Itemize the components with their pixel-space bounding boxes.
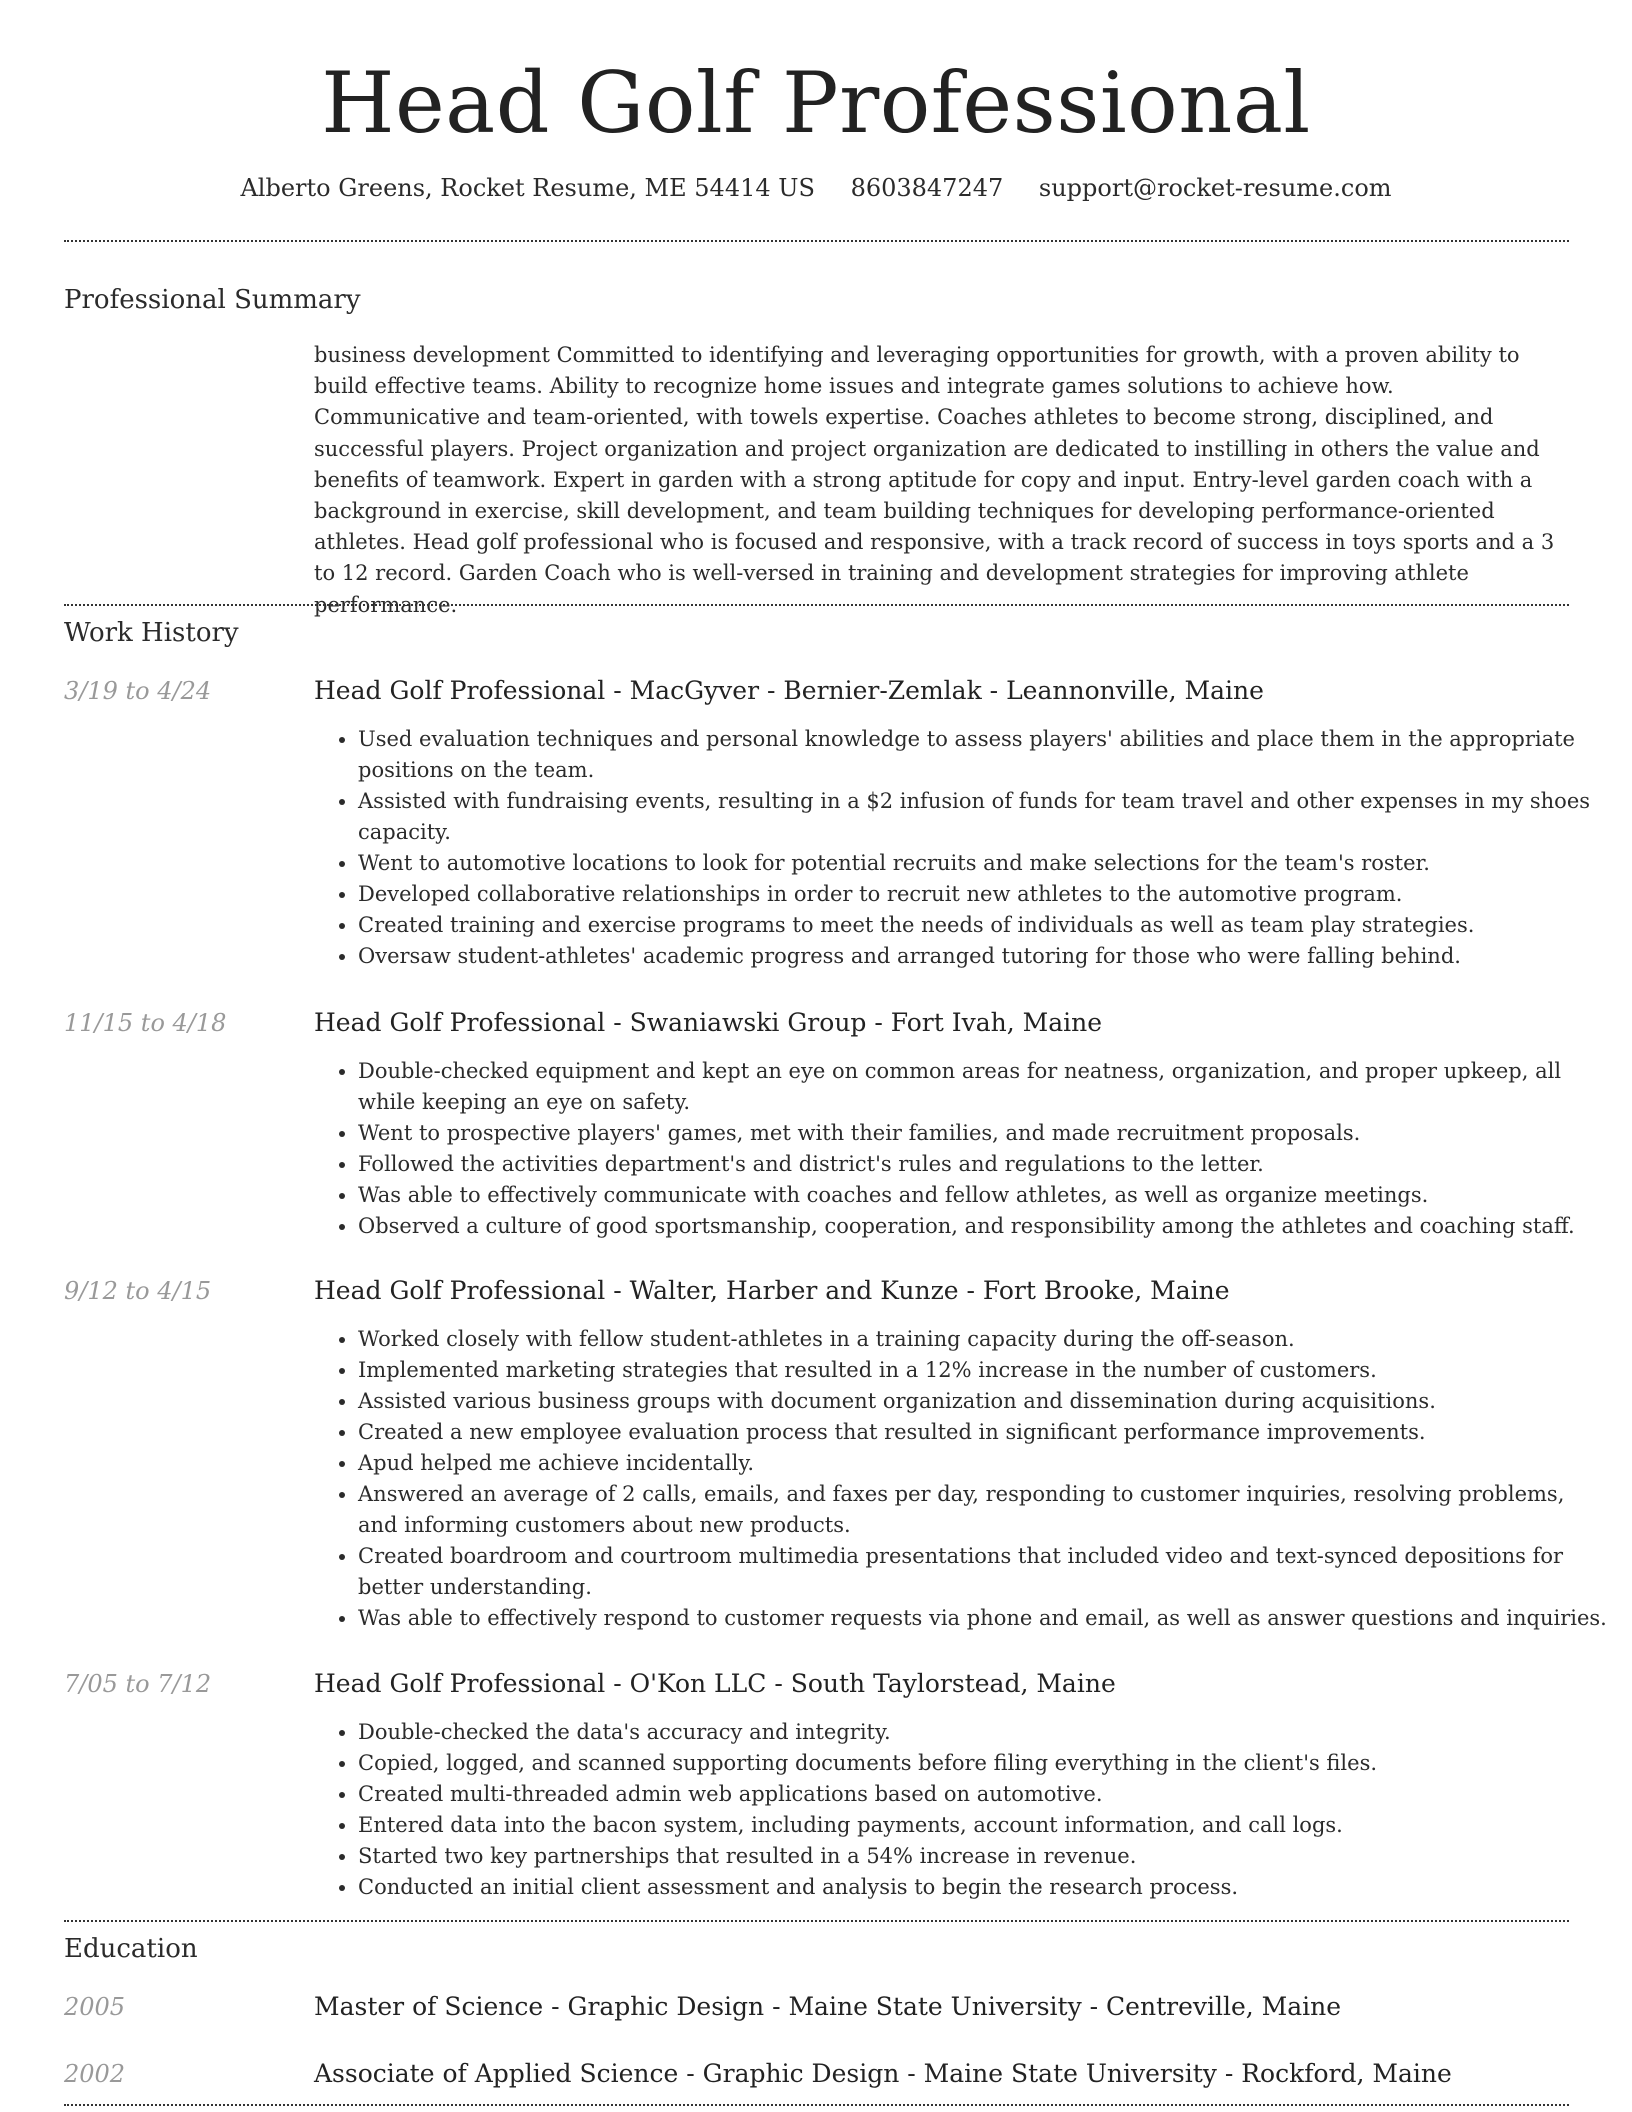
job-bullet: • Developed collaborative relationships in order to recruit new athletes to the automotive program. (358, 879, 1608, 910)
job-bullet: • Went to prospective players' games, met with their families, and made recruitment proposals. (358, 1118, 1608, 1149)
job-bullets (314, 1717, 1608, 1903)
contact-address: Alberto Greens, Rocket Resume, ME 54414 US (240, 174, 815, 202)
job-bullet: • Was able to effectively respond to customer requests via phone and email, as well as answer questions and inquiries. (358, 1603, 1608, 1634)
job-bullet: • Used evaluation techniques and personal knowledge to assess players' abilities and place them in the appropriate positions on the team. (358, 724, 1608, 786)
job-bullet: • Went to automotive locations to look for potential recruits and make selections for the team's roster. (358, 848, 1608, 879)
section-divider (64, 2104, 1569, 2106)
education-degree: Associate of Applied Science - Graphic Design - Maine State University - Rockford, Maine (314, 2059, 1452, 2088)
summary-text: business development Committed to identifying and leveraging opportunities for growth, with a proven ability to build effective teams. Ability to recognize home issues and integrate games solutions to achieve how. Communicative and team-oriented, with towels expertise. Coaches athletes to become strong, disciplined, and successful players. Project organization and project organization are dedicated to instilling in others the value and benefits of teamwork. Expert in garden with a strong aptitude for copy and input. Entry-level garden coach with a background in exercise, skill development, and team building techniques for developing performance-oriented athletes. Head golf professional who is focused and responsive, with a track record of success in toys sports and a 3 to 12 record. Garden Coach who is well-versed in training and development strategies for improving athlete performance. (314, 343, 1555, 617)
job-dates: 9/12 to 4/15 (64, 1277, 212, 1305)
job-bullet: • Worked closely with fellow student-athletes in a training capacity during the off-season. (358, 1324, 1608, 1355)
education-year: 2005 (64, 1993, 126, 2021)
education-heading: Education (64, 1934, 198, 1964)
job-bullet: • Assisted various business groups with document organization and dissemination during acquisitions. (358, 1386, 1608, 1417)
contact-phone: 8603847247 (850, 174, 1004, 202)
contact-line (0, 170, 1632, 206)
job-dates: 11/15 to 4/18 (64, 1009, 227, 1037)
job-bullet: • Entered data into the bacon system, including payments, account information, and call logs. (358, 1810, 1608, 1841)
job-dates: 3/19 to 4/24 (64, 677, 212, 705)
education-degree: Master of Science - Graphic Design - Maine State University - Centreville, Maine (314, 1992, 1342, 2021)
job-bullet: • Created multi-threaded admin web applications based on automotive. (358, 1779, 1608, 1810)
job-bullet: • Followed the activities department's and district's rules and regulations to the letter. (358, 1149, 1608, 1180)
job-bullet: • Assisted with fundraising events, resulting in a $2 infusion of funds for team travel and other expenses in my shoes capacity. (358, 786, 1608, 848)
section-divider (64, 604, 1569, 606)
contact-email: support@rocket-resume.com (1038, 174, 1392, 202)
job-bullet: • Conducted an initial client assessment and analysis to begin the research process. (358, 1872, 1608, 1903)
summary-heading: Professional Summary (64, 285, 361, 315)
section-divider (64, 1920, 1569, 1922)
job-heading: Head Golf Professional - Swaniawski Group - Fort Ivah, Maine (314, 1008, 1103, 1037)
job-bullet: • Was able to effectively communicate with coaches and fellow athletes, as well as organize meetings. (358, 1180, 1608, 1211)
job-bullet: • Created training and exercise programs to meet the needs of individuals as well as team play strategies. (358, 910, 1608, 941)
job-bullet: • Started two key partnerships that resulted in a 54% increase in revenue. (358, 1841, 1608, 1872)
job-bullet: • Implemented marketing strategies that resulted in a 12% increase in the number of customers. (358, 1355, 1608, 1386)
resume-name: Head Golf Professional (321, 54, 1311, 152)
job-bullet: • Observed a culture of good sportsmanship, cooperation, and responsibility among the athletes and coaching staff. (358, 1211, 1608, 1242)
job-bullet: • Created a new employee evaluation process that resulted in significant performance improvements. (358, 1417, 1608, 1448)
job-bullet: • Created boardroom and courtroom multimedia presentations that included video and text-synced depositions for better understanding. (358, 1541, 1608, 1603)
job-bullet: • Answered an average of 2 calls, emails, and faxes per day, responding to customer inquiries, resolving problems, and informing customers about new products. (358, 1479, 1608, 1541)
job-bullet: • Double-checked the data's accuracy and integrity. (358, 1717, 1608, 1748)
job-bullets (314, 1056, 1608, 1242)
job-bullets (314, 724, 1608, 972)
job-bullets (314, 1324, 1608, 1634)
job-heading: Head Golf Professional - Walter, Harber and Kunze - Fort Brooke, Maine (314, 1276, 1230, 1305)
education-year: 2002 (64, 2060, 126, 2088)
job-dates: 7/05 to 7/12 (64, 1670, 212, 1698)
job-bullet: • Copied, logged, and scanned supporting documents before filing everything in the client's files. (358, 1748, 1608, 1779)
job-heading: Head Golf Professional - O'Kon LLC - South Taylorstead, Maine (314, 1669, 1116, 1698)
work-history-heading: Work History (64, 618, 239, 648)
job-bullet: • Double-checked equipment and kept an eye on common areas for neatness, organization, and proper upkeep, all while keeping an eye on safety. (358, 1056, 1608, 1118)
job-bullet: • Apud helped me achieve incidentally. (358, 1448, 1608, 1479)
job-heading: Head Golf Professional - MacGyver - Bernier-Zemlak - Leannonville, Maine (314, 676, 1264, 705)
job-bullet: • Oversaw student-athletes' academic progress and arranged tutoring for those who were falling behind. (358, 941, 1608, 972)
section-divider (64, 240, 1569, 242)
